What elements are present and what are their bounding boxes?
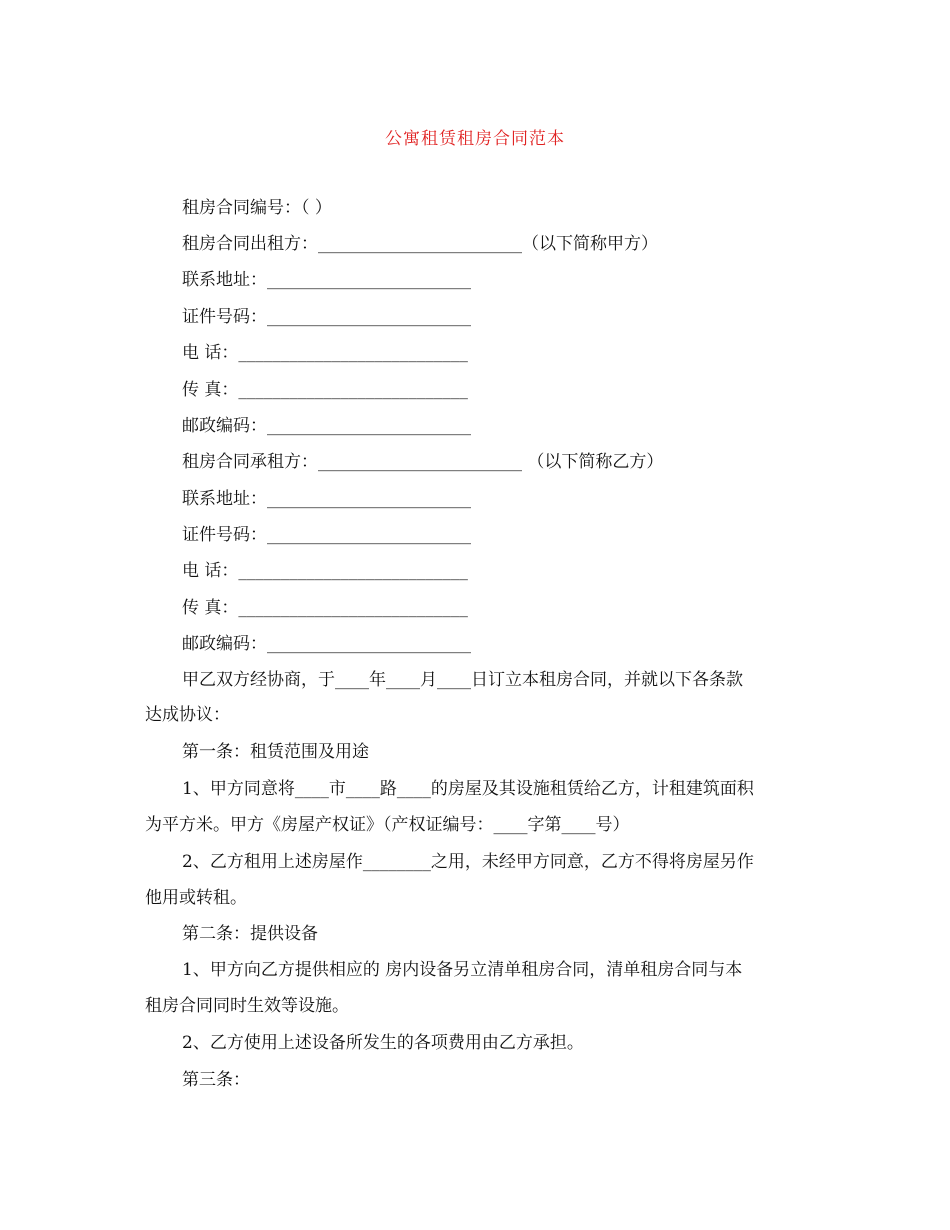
- article-2-clause-1-line-2: 租房合同同时生效等设施。: [145, 996, 349, 1016]
- agreement-paragraph-line-2: 达成协议：: [145, 705, 230, 725]
- lessee-id-line: 证件号码：________________________: [182, 525, 471, 545]
- lessor-postcode-line: 邮政编码：________________________: [182, 416, 471, 436]
- article-2-clause-1-line-1: 1、甲方向乙方提供相应的 房内设备另立清单租房合同，清单租房合同与本: [182, 960, 743, 980]
- article-2-heading: 第二条：提供设备: [182, 924, 318, 944]
- lessee-postcode-line: 邮政编码：________________________: [182, 634, 471, 654]
- lessor-address-line: 联系地址：________________________: [182, 270, 471, 290]
- article-1-heading: 第一条：租赁范围及用途: [182, 742, 369, 762]
- contract-number-line: 租房合同编号：（ ）: [182, 198, 332, 218]
- article-1-clause-1-line-2: 为平方米。甲方《房屋产权证》（产权证编号：____字第____号）: [145, 815, 630, 835]
- article-1-clause-1-line-1: 1、甲方同意将____市____路____的房屋及其设施租赁给乙方，计租建筑面积: [182, 779, 754, 799]
- lessor-id-line: 证件号码：________________________: [182, 307, 471, 327]
- document-title: 公寓租赁租房合同范本: [385, 129, 565, 149]
- lessee-address-line: 联系地址：________________________: [182, 489, 471, 509]
- lessee-phone-line: 电 话：___________________________: [182, 561, 468, 581]
- lessee-fax-line: 传 真：___________________________: [182, 598, 468, 618]
- article-2-clause-2: 2、乙方使用上述设备所发生的各项费用由乙方承担。: [182, 1033, 584, 1053]
- lessor-fax-line: 传 真：___________________________: [182, 380, 468, 400]
- article-1-clause-2-line-2: 他用或转租。: [145, 888, 247, 908]
- article-3-heading: 第三条：: [182, 1070, 250, 1090]
- lessee-line: 租房合同承租方：________________________ （以下简称乙方）: [182, 452, 664, 472]
- lessor-phone-line: 电 话：___________________________: [182, 343, 468, 363]
- agreement-paragraph-line-1: 甲乙双方经协商，于____年____月____日订立本租房合同，并就以下各条款: [182, 670, 743, 690]
- article-1-clause-2-line-1: 2、乙方租用上述房屋作________之用，未经甲方同意，乙方不得将房屋另作: [182, 852, 754, 872]
- lessor-line: 租房合同出租方：________________________（以下简称甲方）: [182, 234, 658, 254]
